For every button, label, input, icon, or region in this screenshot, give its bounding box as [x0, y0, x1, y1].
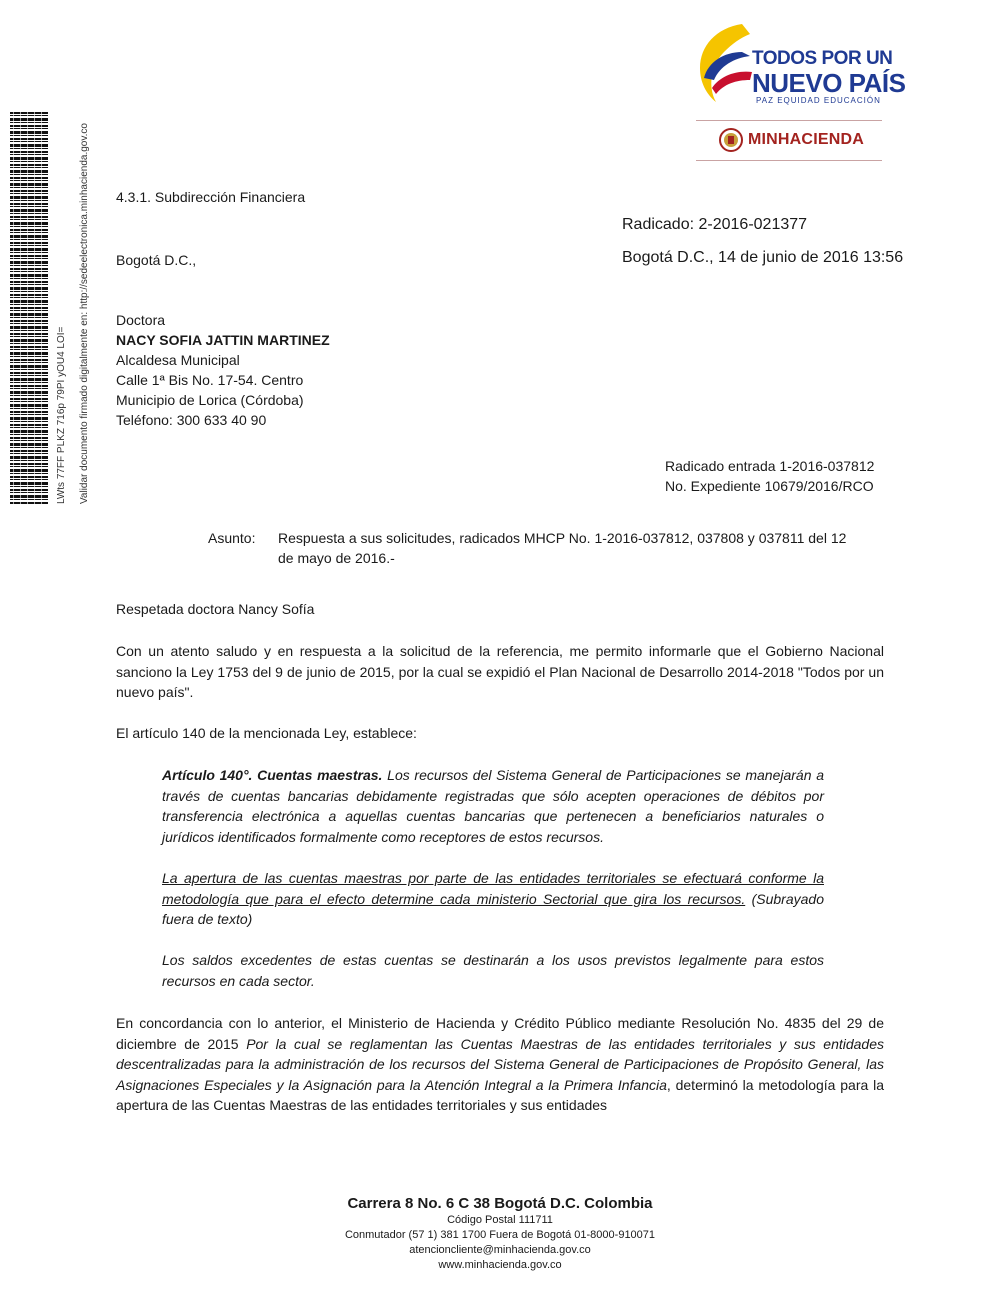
footer-email: atencioncliente@minhacienda.gov.co [409, 1244, 591, 1256]
validation-text: Validar documento firmado digitalmente en: http://sedeelectronica.minhacienda.gov.co [79, 123, 90, 504]
radicado-number: Radicado: 2-2016-021377 [622, 216, 808, 233]
logo-line-1: TODOS POR UN [752, 48, 893, 69]
quote-article-140 [162, 765, 824, 847]
quote-article-text: Los recursos del Sistema General de Participaciones se manejarán a través de cuentas bancarias debidamente registradas que sólo acepten operaciones de débitos por transferencia electrónica a aquellas cuentas bancarias que pertenecen a beneficiarios naturales o jurídicos identificados formalmente como receptores de estos recursos. [162, 767, 824, 845]
recipient-address: Calle 1ª Bis No. 17-54. Centro [116, 372, 304, 388]
subject-text [278, 528, 846, 568]
barcode-icon [10, 112, 48, 504]
body-paragraph-2: El artículo 140 de la mencionada Ley, establece: [116, 725, 417, 741]
footer [250, 1195, 750, 1273]
recipient-municipality: Municipio de Lorica (Córdoba) [116, 392, 304, 408]
radicado-entrada-value: 1-2016-037812 [779, 458, 875, 474]
quote-saldos: Los saldos excedentes de estas cuentas se destinarán a los usos previstos legalmente para estos recursos en cada sector. [162, 952, 824, 989]
body-paragraph-3 [116, 1013, 884, 1116]
logo-divider [696, 120, 882, 121]
radicado-entrada-label: Radicado entrada [665, 458, 780, 474]
letter-date: Bogotá D.C., 14 de junio de 2016 13:56 [622, 249, 904, 266]
p3-resolution-title: Por la cual se reglamentan las Cuentas Maestras de las entidades territoriales y sus entidades descentralizadas para la administración de los recursos del Sistema General de Participaciones de Propósito General, las Asignaciones Especiales y la Asignación para la Atención Integral a la Primera Infancia [116, 1035, 884, 1093]
quote-underlined-paragraph [162, 868, 824, 930]
quote-note: (Subrayado fuera de texto) [162, 890, 824, 927]
radicado-entrada [665, 456, 874, 476]
department: 4.3.1. Subdirección Financiera [116, 189, 306, 205]
coat-of-arms-seal-icon [719, 128, 743, 152]
subject-line-2: de mayo de 2016.- [278, 550, 395, 566]
footer-website: www.minhacienda.gov.co [438, 1259, 562, 1271]
footer-phone: Conmutador (57 1) 381 1700 Fuera de Bogotá 01-8000-910071 [344, 1229, 656, 1241]
logo-line-3: PAZ EQUIDAD EDUCACIÓN [756, 96, 881, 105]
logo-divider-bottom [696, 160, 882, 161]
footer-postal: Código Postal 111711 [447, 1214, 553, 1226]
expediente-number: No. Expediente 10679/2016/RCO [665, 478, 874, 494]
p3-conclusion: , determinó la metodología para la apertura de las Cuentas Maestras de las entidades territoriales y sus entidades [116, 1076, 884, 1113]
footer-address: Carrera 8 No. 6 C 38 Bogotá D.C. Colombia [347, 1195, 653, 1212]
subject-label: Asunto: [208, 530, 256, 546]
body-paragraph-1: Con un atento saludo y en respuesta a la solicitud de la referencia, me permito informarle que el Gobierno Nacional sanciono la Ley 1753 del 9 de junio de 2015, por la cual se expidió el Plan Nacional de Desarrollo 2014-2018 "Todos por un nuevo país". [116, 643, 884, 700]
recipient-phone: Teléfono: 300 633 40 90 [116, 412, 267, 428]
recipient-title: Alcaldesa Municipal [116, 352, 240, 368]
recipient-name: NACY SOFIA JATTIN MARTINEZ [116, 332, 330, 348]
p3-intro: En concordancia con lo anterior, el Ministerio de Hacienda y Crédito Público mediante Resolución No. 4835 del 29 de diciembre de 2015 [116, 1015, 884, 1052]
ministry-name: MINHACIENDA [748, 131, 864, 148]
recipient-block [116, 310, 330, 430]
city-line: Bogotá D.C., [116, 252, 197, 268]
logo-line-2: NUEVO PAÍS [752, 68, 906, 98]
subject-line-1: Respuesta a sus solicitudes, radicados MHCP No. 1-2016-037812, 037808 y 037811 del 12 [278, 530, 847, 546]
reference-block [665, 456, 874, 496]
recipient-salutation: Doctora [116, 312, 166, 328]
document-code: LWts 77FF PLKZ 716p 79PI yOU4 LOI= [56, 326, 67, 504]
quote-article-title: Artículo 140°. Cuentas maestras. [162, 767, 383, 783]
quote-underlined-text: La apertura de las cuentas maestras por parte de las entidades territoriales se efectuará conforme la metodología que para el efecto determine cada ministerio Sectorial que gira los recursos. [162, 870, 824, 907]
greeting: Respetada doctora Nancy Sofía [116, 601, 315, 617]
